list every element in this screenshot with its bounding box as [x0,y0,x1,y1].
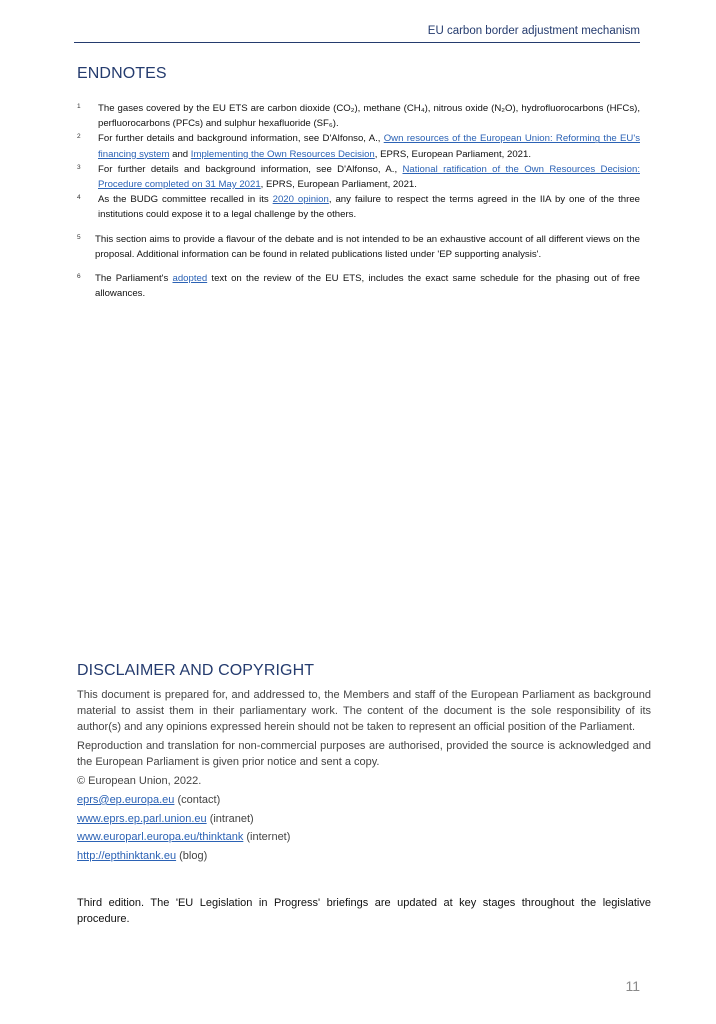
endnote-text-part: As the BUDG committee recalled in its [98,194,273,206]
running-header: EU carbon border adjustment mechanism [427,25,640,37]
reproduction-paragraph: Reproduction and translation for non-commercial purposes are authorised, provided the source is acknowledged and the European Parliament is given prior notice and sent a copy. [77,740,651,769]
endnote-text-part: For further details and background information, see D'Alfonso, A., [98,163,403,175]
endnote-link[interactable]: adopted [172,273,208,285]
contact-line [77,849,651,865]
contact-note: (internet) [243,831,291,844]
endnote-6 [77,271,640,301]
email-link[interactable]: eprs@ep.europa.eu [77,793,175,806]
page-number: 11 [625,978,640,994]
endnote-number: 5 [77,233,81,241]
endnote-text: This section aims to provide a flavour of the debate and is not intended to be an exhaustive account of all different views on the proposal. Additional information can be found in related publications listed under 'EP supporting analysis'. [95,233,640,260]
intranet-link[interactable]: www.eprs.ep.parl.union.eu [77,812,207,825]
endnote-text [95,271,640,301]
contact-note: (contact) [174,793,221,806]
endnote-text-part: text on the review of the EU ETS, includes the exact same schedule for the phasing out of free allowances. [95,273,640,300]
contact-line [77,812,651,828]
endnotes-title: ENDNOTES [77,65,167,82]
contact-line [77,830,651,846]
endnote-text-part: and [169,148,191,160]
endnote-link[interactable]: Implementing the Own Resources Decision [190,148,375,160]
endnote-text-part: For further details and background information, see D'Alfonso, A., [98,133,384,145]
disclaimer-body [77,688,651,865]
endnote-text-part: , EPRS, European Parliament, 2021. [260,179,417,191]
endnote-number: 4 [77,194,81,202]
endnote-text-part: The Parliament's [95,273,173,285]
edition-note: Third edition. The 'EU Legislation in Progress' briefings are updated at key stages throughout the legislative procedure. [77,897,651,925]
endnote-text: The gases covered by the EU ETS are carbon dioxide (CO₂), methane (CH₄), nitrous oxide (N₂O), hydrofluorocarbons (HFCs), perfluorocarbons (PFCs) and sulphur hexafluoride (SF₆). [98,103,640,130]
endnote-3 [77,162,640,192]
contact-line [77,793,651,809]
endnote-number: 1 [77,103,81,110]
endnote-4 [77,192,640,222]
copyright-line: © European Union, 2022. [77,774,202,787]
header-rule [74,42,640,43]
endnote-link[interactable]: National ratification of the Own Resources Decision: Procedure completed on 31 May 2021 [98,163,640,191]
endnote-link[interactable]: 2020 opinion [272,194,329,206]
endnote-2 [77,131,640,161]
endnote-number: 2 [77,133,81,141]
contact-note: (blog) [176,850,208,863]
endnote-text-part: , EPRS, European Parliament, 2021. [374,148,532,160]
contact-note: (intranet) [206,812,254,825]
endnote-number: 3 [77,163,81,171]
endnote-5 [77,232,640,262]
endnote-link[interactable]: Own resources of the European Union: Reforming the EU's financing system [98,133,640,160]
endnote-text [98,131,640,161]
endnote-text [98,192,640,222]
disclaimer-paragraph: This document is prepared for, and addressed to, the Members and staff of the European Parliament as background material to assist them in their parliamentary work. The content of the document is the sole responsibility of its author(s) and any opinions expressed herein should not be taken to represent an official position of the Parliament. [77,689,651,733]
endnotes-list [77,101,640,301]
endnote-text [98,162,640,192]
internet-link[interactable]: www.europarl.europa.eu/thinktank [77,831,244,844]
endnote-1 [77,101,640,131]
endnote-text-part: , any failure to respect the terms agreed in the IIA by one of the three institutions could expose it to a legal challenge by the others. [98,194,641,221]
blog-link[interactable]: http://epthinktank.eu [77,850,177,863]
endnote-number: 6 [77,273,81,281]
disclaimer-title: DISCLAIMER AND COPYRIGHT [77,662,315,679]
